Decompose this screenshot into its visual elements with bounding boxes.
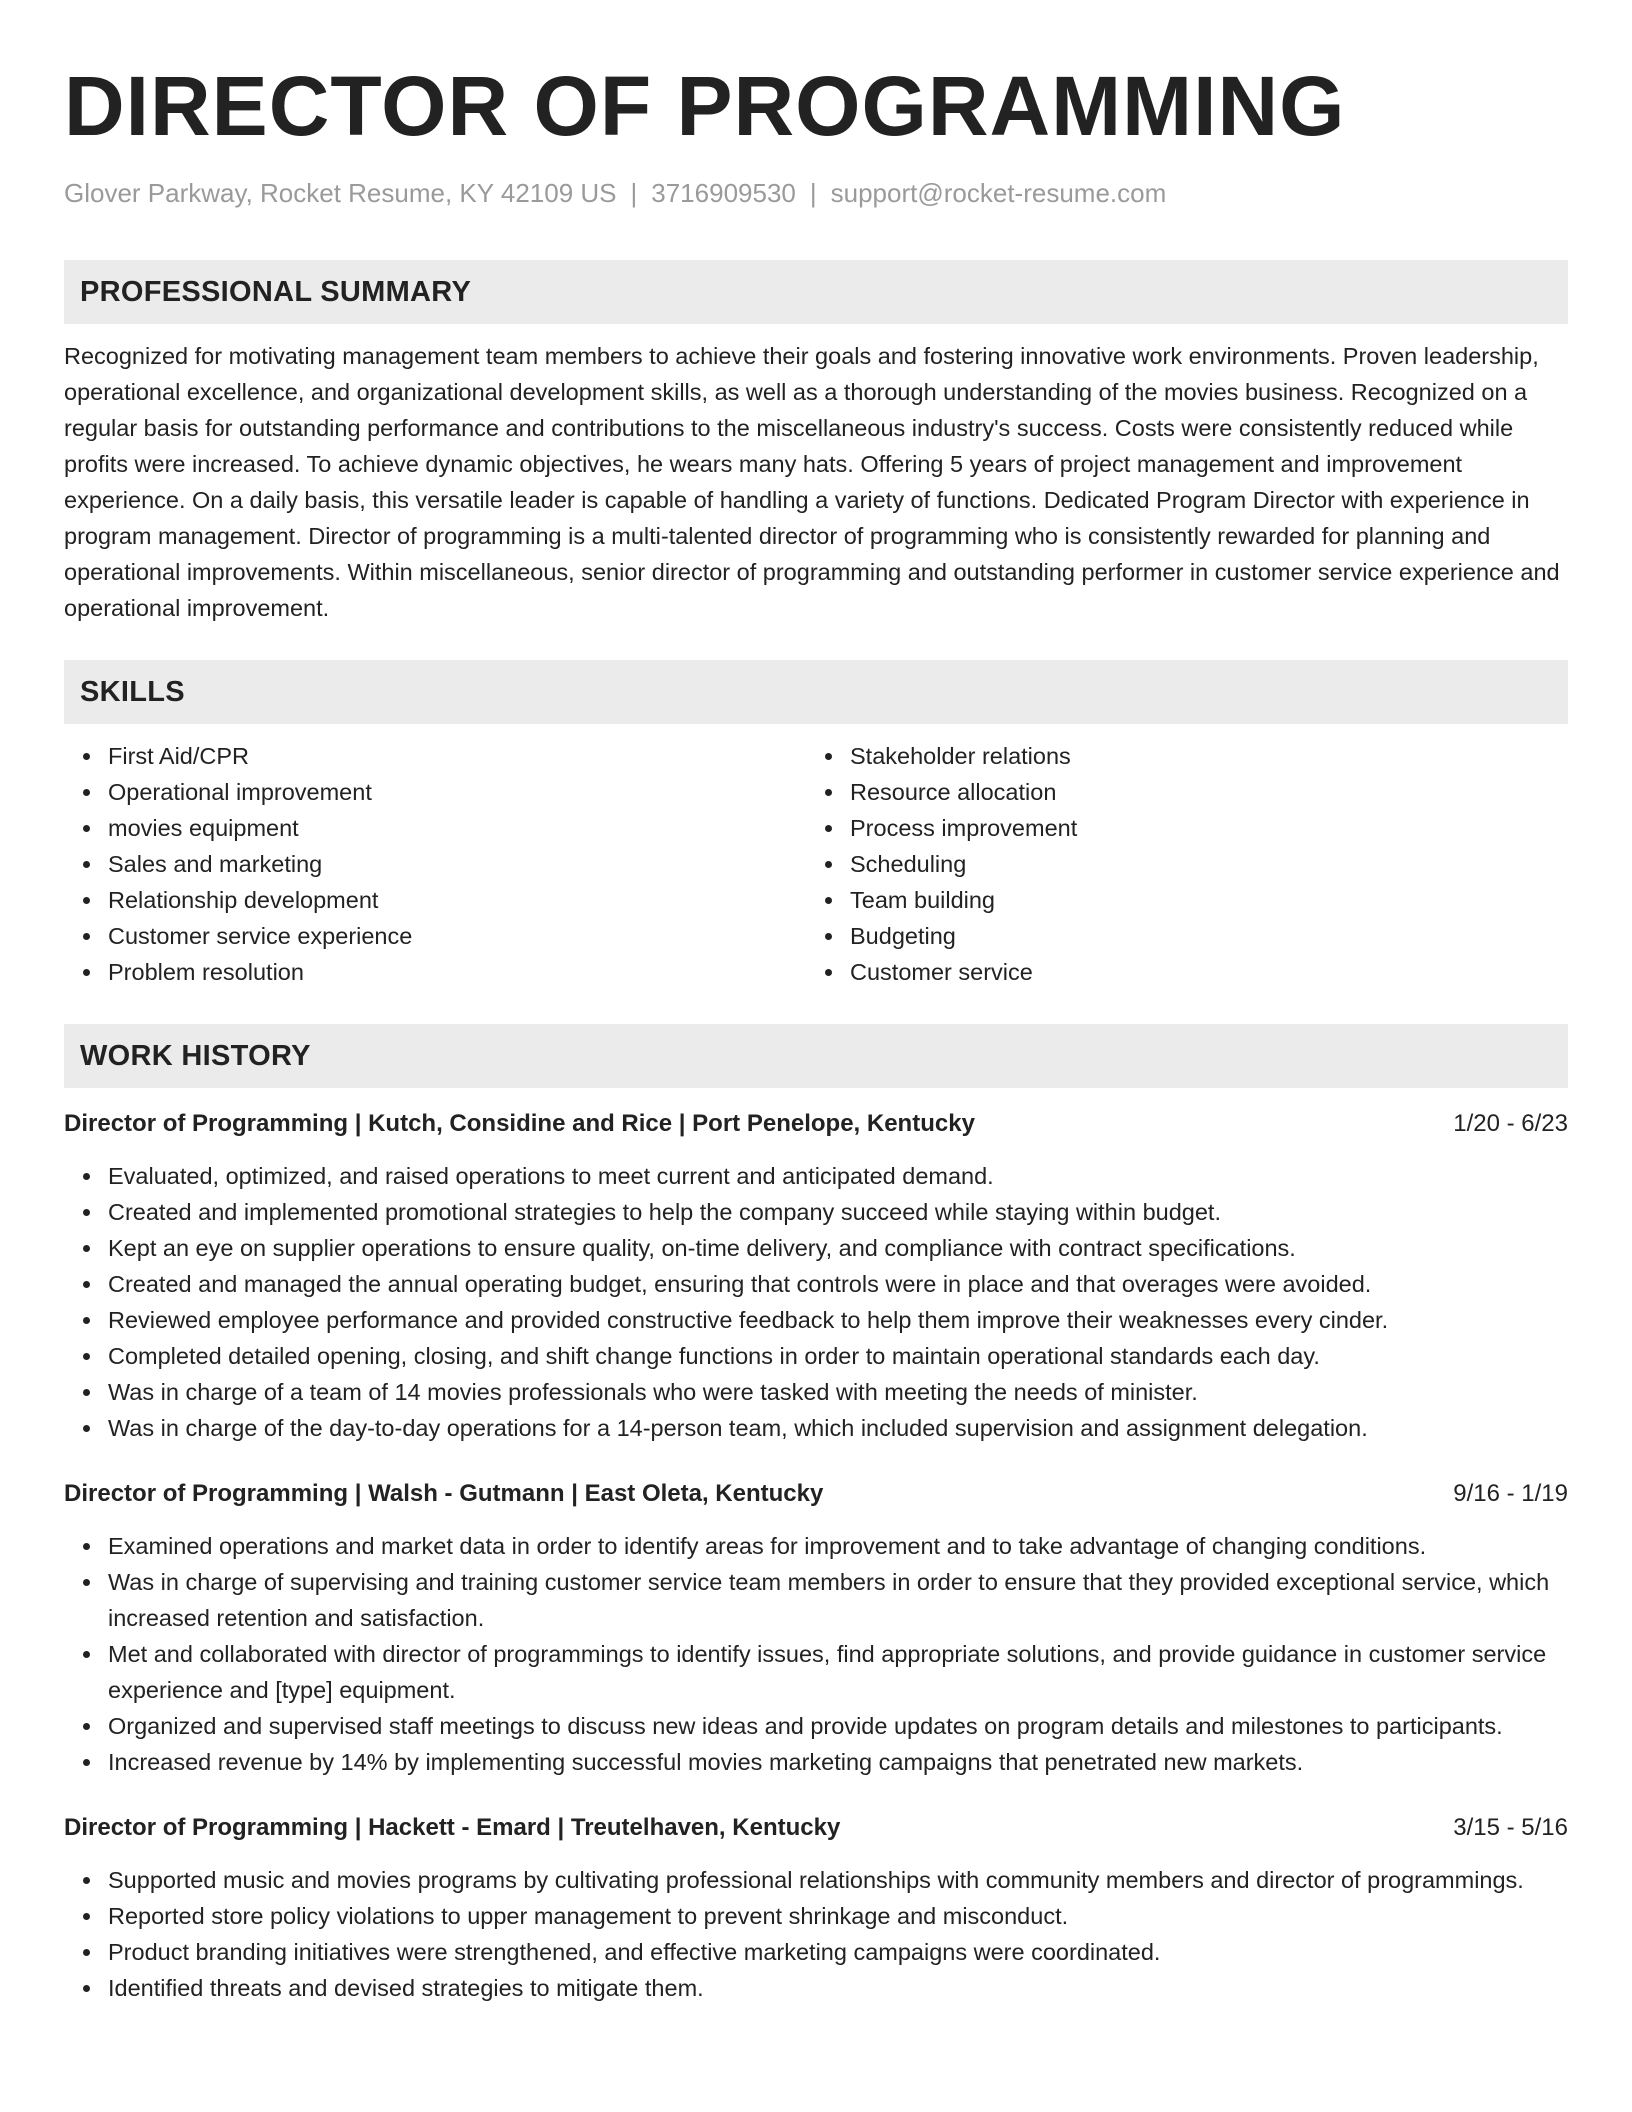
skill-item: Customer service — [806, 954, 1548, 990]
skills-column-left — [64, 738, 806, 990]
job-bullet: Completed detailed opening, closing, and shift change functions in order to maintain operational standards each day. — [64, 1338, 1568, 1374]
job-header — [64, 1810, 1568, 1846]
job-bullet: Was in charge of the day-to-day operations for a 14-person team, which included supervision and assignment delegation. — [64, 1410, 1568, 1446]
skill-item: Operational improvement — [64, 774, 806, 810]
skill-item: Process improvement — [806, 810, 1548, 846]
job-bullets — [64, 1528, 1568, 1780]
job-bullet: Evaluated, optimized, and raised operations to meet current and anticipated demand. — [64, 1158, 1568, 1194]
job-title: Director of Programming | Walsh - Gutmann | East Oleta, Kentucky — [64, 1480, 824, 1507]
skill-item: Relationship development — [64, 882, 806, 918]
contact-separator: | — [630, 178, 638, 208]
resume-page — [64, 56, 1568, 2006]
job-bullet: Was in charge of a team of 14 movies professionals who were tasked with meeting the needs of minister. — [64, 1374, 1568, 1410]
job-entry — [64, 1476, 1568, 1780]
work-history-heading: WORK HISTORY — [64, 1024, 1568, 1088]
skills-column-right — [806, 738, 1548, 990]
contact-separator: | — [809, 178, 817, 208]
skill-item: Stakeholder relations — [806, 738, 1548, 774]
job-dates: 3/15 - 5/16 — [1453, 1814, 1568, 1841]
job-bullet: Identified threats and devised strategies to mitigate them. — [64, 1970, 1568, 2006]
job-bullet: Organized and supervised staff meetings to discuss new ideas and provide updates on program details and milestones to participants. — [64, 1708, 1568, 1744]
contact-line — [64, 176, 1568, 210]
skill-item: First Aid/CPR — [64, 738, 806, 774]
job-bullet: Created and implemented promotional strategies to help the company succeed while staying within budget. — [64, 1194, 1568, 1230]
job-title: Director of Programming | Kutch, Considine and Rice | Port Penelope, Kentucky — [64, 1110, 975, 1137]
job-bullet: Created and managed the annual operating budget, ensuring that controls were in place and that overages were avoided. — [64, 1266, 1568, 1302]
job-entry — [64, 1106, 1568, 1446]
contact-address: Glover Parkway, Rocket Resume, KY 42109 US — [64, 178, 617, 208]
summary-heading: PROFESSIONAL SUMMARY — [64, 260, 1568, 324]
job-header — [64, 1476, 1568, 1512]
job-bullet: Reviewed employee performance and provided constructive feedback to help them improve their weaknesses every cinder. — [64, 1302, 1568, 1338]
work-history-list — [64, 1106, 1568, 2006]
job-bullet: Was in charge of supervising and training customer service team members in order to ensure that they provided exceptional service, which increased retention and satisfaction. — [64, 1564, 1568, 1636]
job-dates: 9/16 - 1/19 — [1453, 1480, 1568, 1507]
skill-item: Team building — [806, 882, 1548, 918]
job-header — [64, 1106, 1568, 1142]
job-bullet: Met and collaborated with director of programmings to identify issues, find appropriate solutions, and provide guidance in customer service experience and [type] equipment. — [64, 1636, 1568, 1708]
job-bullet: Examined operations and market data in order to identify areas for improvement and to take advantage of changing conditions. — [64, 1528, 1568, 1564]
summary-text: Recognized for motivating management team members to achieve their goals and fostering innovative work environments. Proven leadership, operational excellence, and organizational development skills, as well as a thorough understanding of the movies business. Recognized on a regular basis for outstanding performance and contributions to the miscellaneous industry's success. Costs were consistently reduced while profits were increased. To achieve dynamic objectives, he wears many hats. Offering 5 years of project management and improvement experience. On a daily basis, this versatile leader is capable of handling a variety of functions. Dedicated Program Director with experience in program management. Director of programming is a multi-talented director of programming who is consistently rewarded for planning and operational improvements. Within miscellaneous, senior director of programming and outstanding performer in customer service experience and operational improvement. — [64, 343, 1560, 621]
skill-item: Resource allocation — [806, 774, 1548, 810]
skill-item: Scheduling — [806, 846, 1548, 882]
job-bullet: Kept an eye on supplier operations to ensure quality, on-time delivery, and compliance with contract specifications. — [64, 1230, 1568, 1266]
job-bullet: Supported music and movies programs by cultivating professional relationships with community members and director of programmings. — [64, 1862, 1568, 1898]
job-bullet: Reported store policy violations to upper management to prevent shrinkage and misconduct. — [64, 1898, 1568, 1934]
contact-phone: 3716909530 — [651, 178, 796, 208]
resume-title: DIRECTOR OF PROGRAMMING — [64, 59, 1346, 153]
job-entry — [64, 1810, 1568, 2006]
job-bullets — [64, 1158, 1568, 1446]
job-dates: 1/20 - 6/23 — [1453, 1110, 1568, 1137]
job-title: Director of Programming | Hackett - Emard | Treutelhaven, Kentucky — [64, 1814, 841, 1841]
skill-item: Sales and marketing — [64, 846, 806, 882]
skills-heading: SKILLS — [64, 660, 1568, 724]
skill-item: Customer service experience — [64, 918, 806, 954]
skills-list — [64, 738, 1568, 990]
skill-item: Budgeting — [806, 918, 1548, 954]
job-bullets — [64, 1862, 1568, 2006]
job-bullet: Product branding initiatives were strengthened, and effective marketing campaigns were coordinated. — [64, 1934, 1568, 1970]
skill-item: Problem resolution — [64, 954, 806, 990]
job-bullet: Increased revenue by 14% by implementing successful movies marketing campaigns that penetrated new markets. — [64, 1744, 1568, 1780]
contact-email: support@rocket-resume.com — [830, 178, 1167, 208]
skill-item: movies equipment — [64, 810, 806, 846]
